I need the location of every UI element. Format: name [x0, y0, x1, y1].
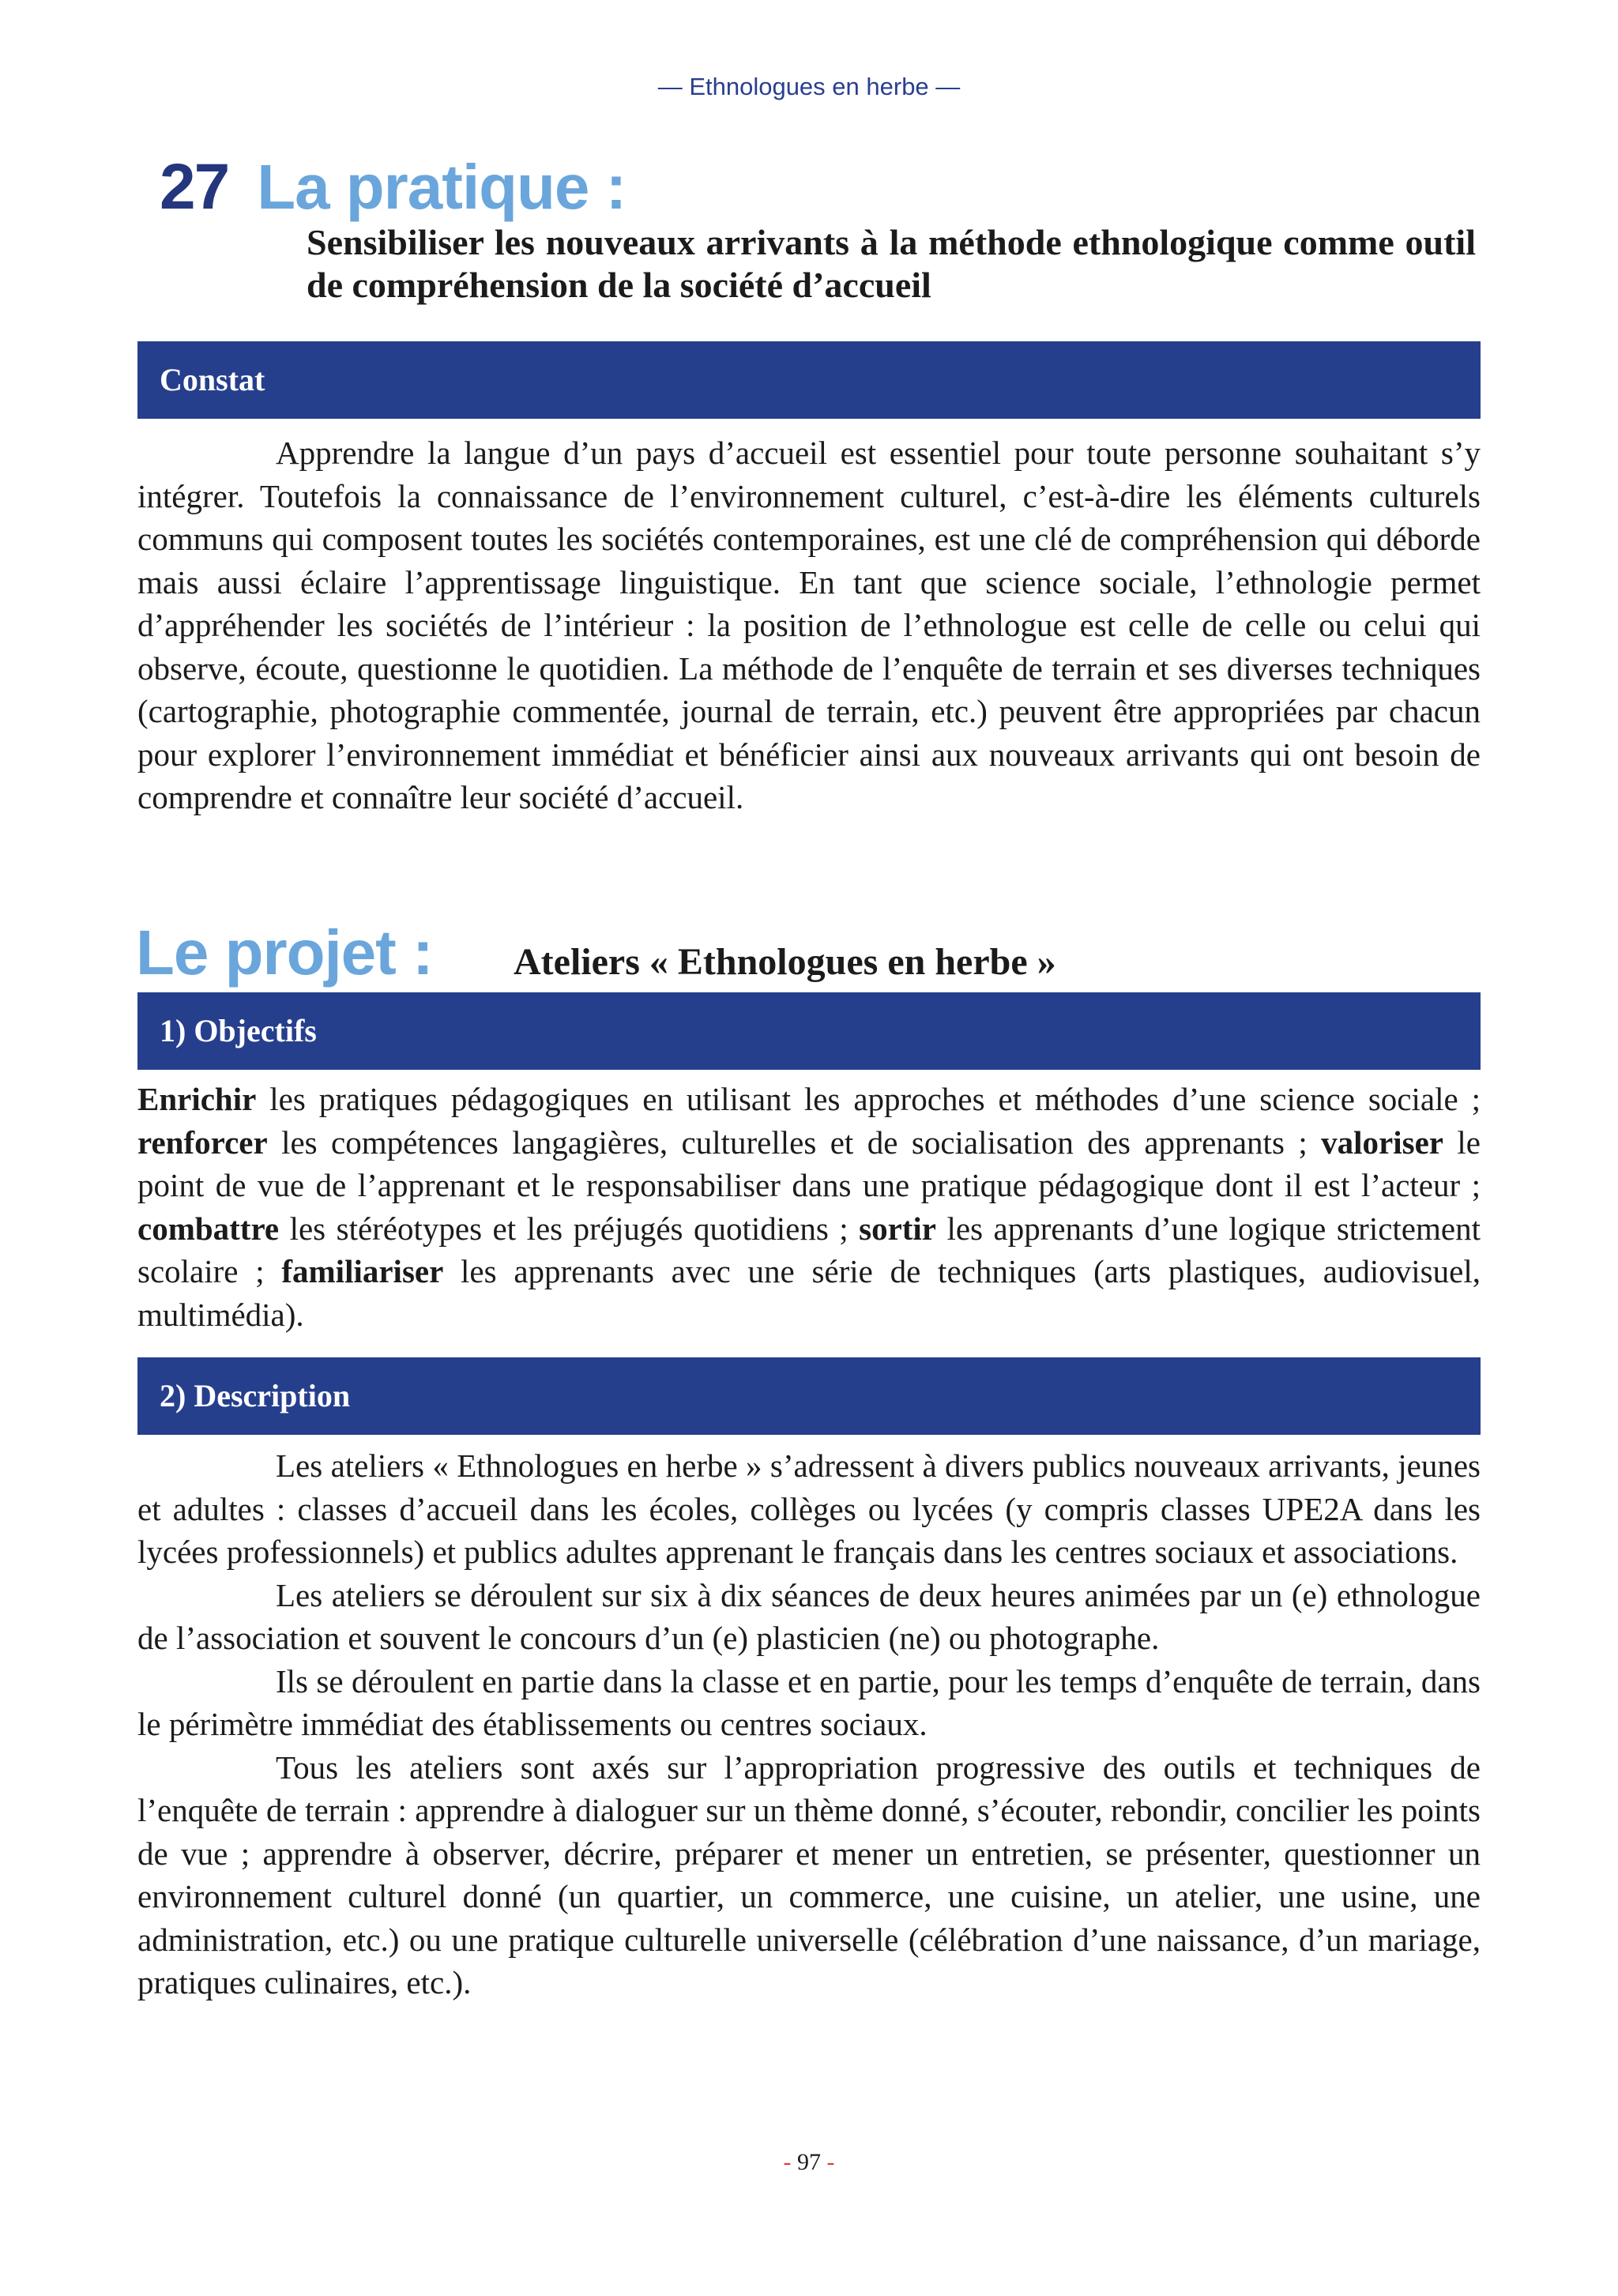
- description-block: [137, 1444, 1481, 2004]
- page-number-dash: -: [783, 2149, 792, 2175]
- section-title: [160, 150, 626, 224]
- projet-subtitle: Ateliers « Ethnologues en herbe »: [514, 941, 1056, 983]
- objectif-text: les compétences langagières, culturelles et de socialisation des apprenants ;: [267, 1124, 1322, 1161]
- objectifs-heading: 1) Objectifs: [137, 992, 1481, 1070]
- section-subtitle: Sensibiliser les nouveaux arrivants à la méthode ethnologique comme outil de compréhension de la société d’accueil: [307, 222, 1476, 305]
- objectifs-paragraph: [137, 1078, 1481, 1336]
- objectif-verb: sortir: [859, 1210, 937, 1247]
- objectifs-block: [137, 1078, 1481, 1336]
- objectif-text: les apprenants avec une série de techniques (arts plastiques, audiovisuel, multimédia).: [137, 1253, 1481, 1333]
- constat-paragraph: Apprendre la langue d’un pays d’accueil est essentiel pour toute personne souhaitant s’y intégrer. Toutefois la connaissance de l’environnement culturel, c’est-à-dire les éléments culturels communs qui composent toutes les sociétés contemporaines, est une clé de compréhension qui déborde mais aussi éclaire l’apprentissage linguistique. En tant que science sociale, l’ethnologie permet d’appréhender les sociétés de l’intérieur : la position de l’ethnologue est celle de celle ou celui qui observe, écoute, questionne le quotidien. La méthode de l’enquête de terrain et ses diverses techniques (cartographie, photographie commentée, journal de terrain, etc.) peuvent être appropriées par chacun pour explorer l’environnement immédiat et bénéficier ainsi aux nouveaux arrivants qui ont besoin de comprendre et connaître leur société d’accueil.: [137, 435, 1481, 815]
- page-number: [0, 2149, 1618, 2176]
- running-header: — Ethnologues en herbe —: [657, 73, 961, 100]
- objectif-verb: valoriser: [1321, 1124, 1443, 1161]
- objectif-verb: Enrichir: [137, 1081, 257, 1117]
- description-heading: 2) Description: [137, 1357, 1481, 1435]
- projet-title: Le projet :: [136, 917, 433, 988]
- objectif-text: les stéréotypes et les préjugés quotidiens ;: [279, 1210, 860, 1247]
- page-number-dash: -: [826, 2149, 835, 2175]
- description-paragraph: Ils se déroulent en partie dans la classe et en partie, pour les temps d’enquête de terrain, dans le périmètre immédiat des établissements ou centres sociaux.: [137, 1662, 1481, 1742]
- objectif-text: les pratiques pédagogiques en utilisant les approches et méthodes d’une science sociale ;: [256, 1081, 1481, 1117]
- description-paragraph: Les ateliers « Ethnologues en herbe » s’adressent à divers publics nouveaux arrivants, jeunes et adultes : classes d’accueil dans les écoles, collèges ou lycées (y compris classes UPE2A dans les lycées professionnels) et publics adultes apprenant le français dans les centres sociaux et associations.: [137, 1447, 1481, 1570]
- constat-heading: Constat: [137, 341, 1481, 419]
- objectif-verb: renforcer: [137, 1124, 268, 1161]
- constat-paragraph-block: [137, 431, 1481, 819]
- section-title-text: La pratique :: [257, 152, 627, 222]
- description-paragraph: Tous les ateliers sont axés sur l’appropriation progressive des outils et techniques de l’enquête de terrain : apprendre à dialoguer sur un thème donné, s’écouter, rebondir, concilier les points de vue ; apprendre à observer, décrire, préparer et mener un entretien, se présenter, questionner un environnement culturel donné (un quartier, un commerce, une cuisine, un atelier, une usine, une administration, etc.) ou une pratique culturelle universelle (célébration d’une naissance, d’un mariage, pratiques culinaires, etc.).: [137, 1748, 1481, 2001]
- description-paragraph: Les ateliers se déroulent sur six à dix séances de deux heures animées par un (e) ethnologue de l’association et souvent le concours d’un (e) plasticien (ne) ou photographe.: [137, 1576, 1481, 1656]
- objectif-text: les apprenants d’une logique strictement scolaire ;: [137, 1210, 1481, 1289]
- section-number: 27: [160, 151, 229, 223]
- objectif-verb: combattre: [137, 1210, 280, 1247]
- projet-title-row: [136, 917, 1056, 989]
- objectif-verb: familiariser: [281, 1253, 444, 1289]
- objectif-text: le point de vue de l’apprenant et le responsabiliser dans une pratique pédagogique dont il est l’acteur ;: [137, 1124, 1481, 1203]
- page-number-value: 97: [797, 2149, 821, 2175]
